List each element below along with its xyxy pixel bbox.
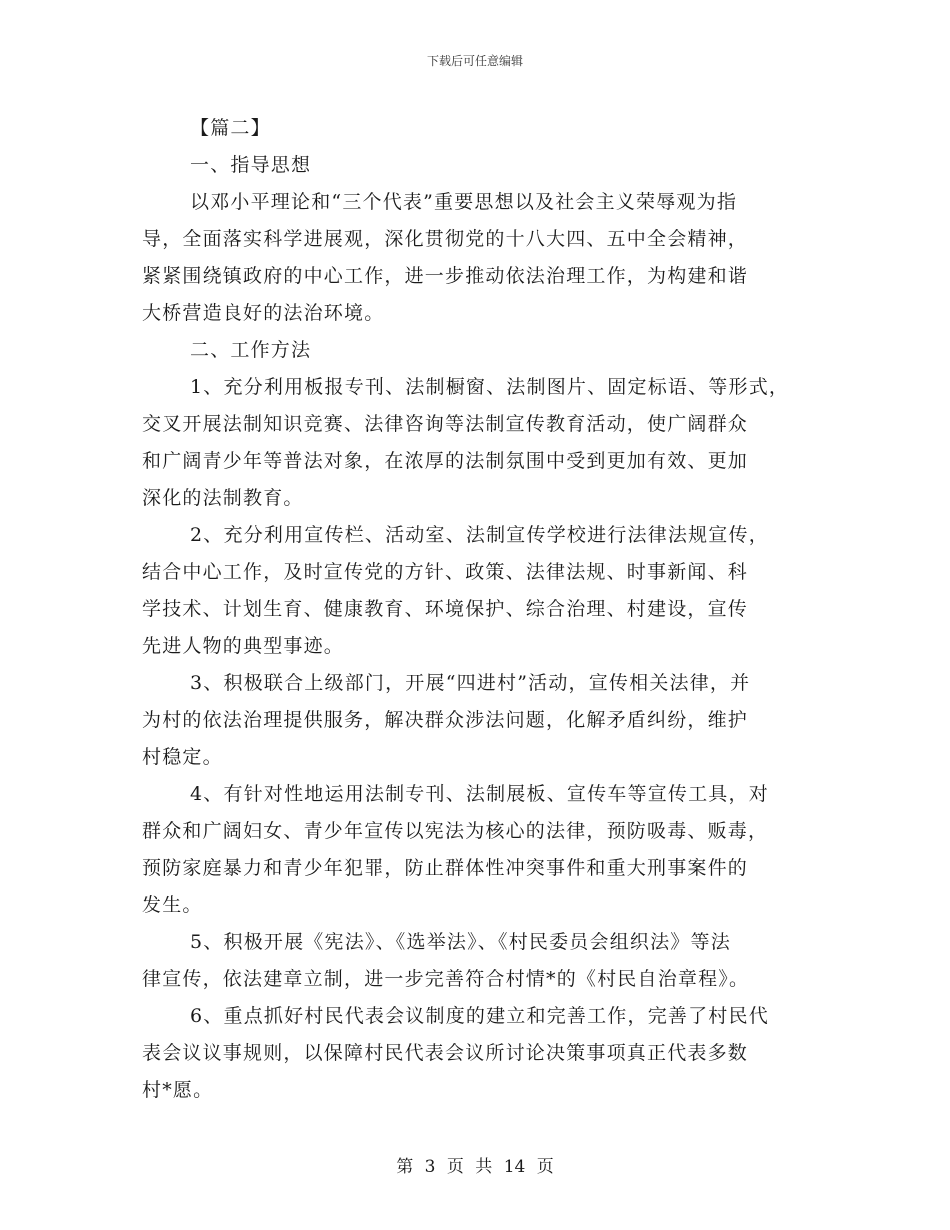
text-line: 村稳定。 bbox=[142, 746, 223, 768]
text-line: 结合中心工作，及时宣传党的方针、政策、法律法规、时事新闻、科 bbox=[142, 561, 749, 583]
text-line: 发生。 bbox=[142, 894, 203, 916]
text-line: 以邓小平理论和“三个代表”重要思想以及社会主义荣辱观为指 bbox=[190, 191, 738, 213]
text-line: 1、充分利用板报专刊、法制橱窗、法制图片、固定标语、等形式， bbox=[190, 376, 790, 398]
text-line: 3、积极联合上级部门，开展“四进村”活动，宣传相关法律，并 bbox=[190, 672, 751, 694]
text-line: 表会议议事规则，以保障村民代表会议所讨论决策事项真正代表多数 bbox=[142, 1042, 749, 1064]
text-line: 和广阔青少年等普法对象，在浓厚的法制氛围中受到更加有效、更加 bbox=[142, 450, 749, 472]
text-line: 交叉开展法制知识竞赛、法律咨询等法制宣传教育活动，使广阔群众 bbox=[142, 413, 749, 435]
text-line: 大桥营造良好的法治环境。 bbox=[142, 302, 385, 324]
text-line: 二、工作方法 bbox=[190, 339, 312, 361]
text-line: 导，全面落实科学进展观，深化贯彻党的十八大四、五中全会精神， bbox=[142, 228, 749, 250]
text-line: 2、充分利用宣传栏、活动室、法制宣传学校进行法律法规宣传， bbox=[190, 524, 769, 546]
text-line: 学技术、计划生育、健康教育、环境保护、综合治理、村建设，宣传 bbox=[142, 598, 749, 620]
text-line: 村*愿。 bbox=[142, 1079, 214, 1101]
text-line: 4、有针对性地运用法制专刊、法制展板、宣传车等宣传工具，对 bbox=[190, 783, 769, 805]
page-footer: 第 3 页 共 14 页 bbox=[396, 1157, 554, 1177]
text-line: 先进人物的典型事迹。 bbox=[142, 635, 345, 657]
text-line: 为村的依法治理提供服务，解决群众涉法问题，化解矛盾纠纷，维护 bbox=[142, 709, 749, 731]
text-line: 紧紧围绕镇政府的中心工作，进一步推动依法治理工作，为构建和谐 bbox=[142, 265, 749, 287]
page-header: 下载后可任意编辑 bbox=[426, 54, 523, 68]
text-line: 一、指导思想 bbox=[190, 154, 312, 176]
text-line: 预防家庭暴力和青少年犯罪，防止群体性冲突事件和重大刑事案件的 bbox=[142, 857, 749, 879]
document-body bbox=[142, 110, 802, 1109]
text-line: 群众和广阔妇女、青少年宣传以宪法为核心的法律，预防吸毒、贩毒， bbox=[142, 820, 769, 842]
text-line: 6、重点抓好村民代表会议制度的建立和完善工作，完善了村民代 bbox=[190, 1005, 769, 1027]
text-line: 【篇二】 bbox=[190, 117, 271, 139]
text-line: 律宣传，依法建章立制，进一步完善符合村情*的《村民自治章程》。 bbox=[142, 968, 750, 990]
text-line: 深化的法制教育。 bbox=[142, 487, 304, 509]
text-line: 5、积极开展《宪法》、《选举法》、《村民委员会组织法》等法 bbox=[190, 931, 731, 953]
